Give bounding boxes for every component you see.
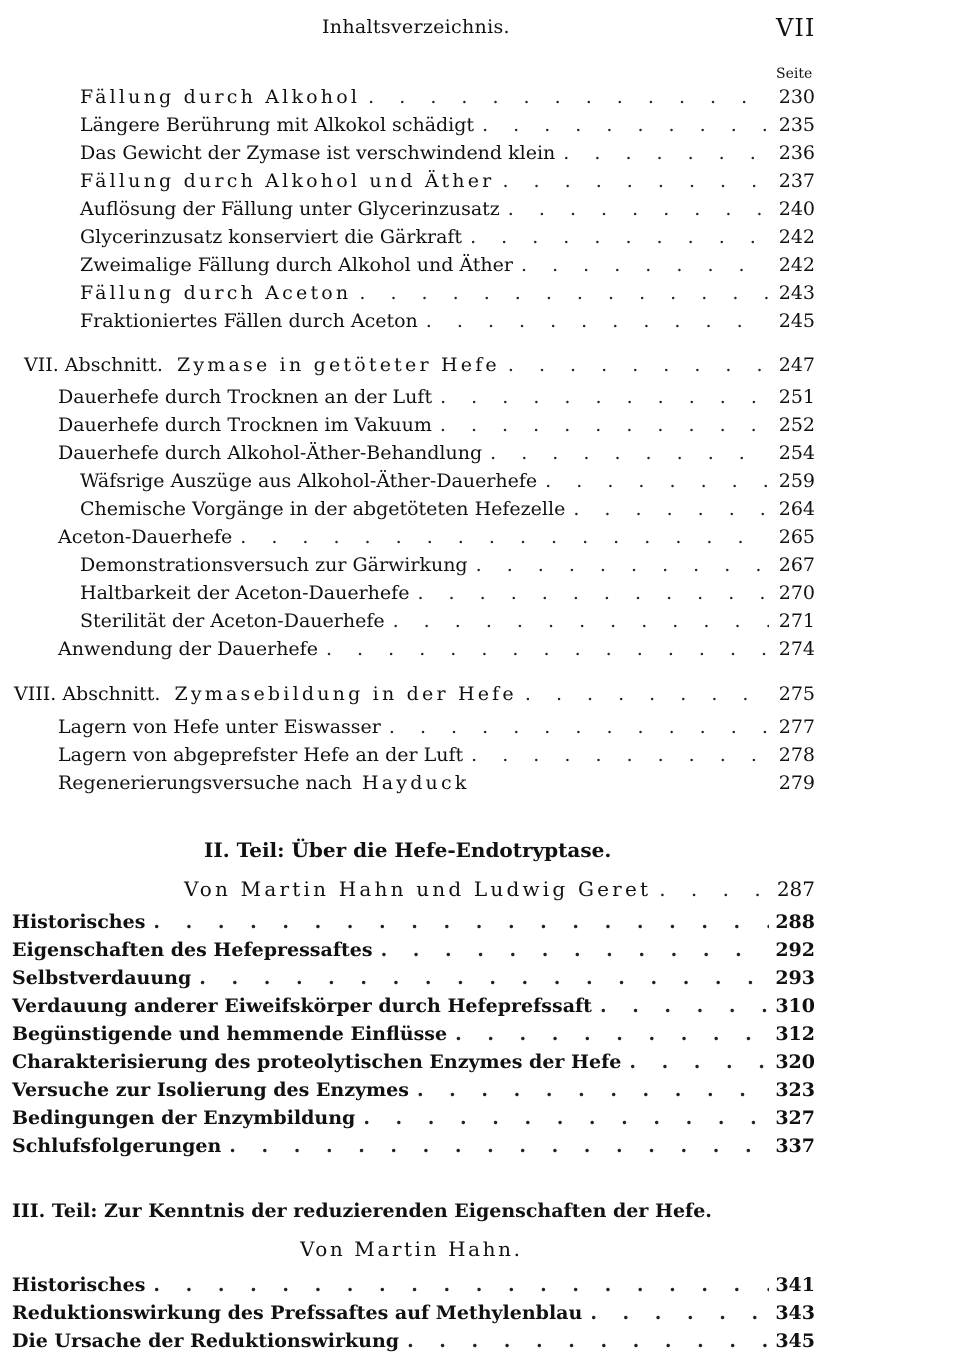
section-heading-vii[interactable] (24, 351, 815, 379)
toc-entry-page: 230 (778, 86, 815, 108)
leader-dots (418, 307, 769, 335)
toc-entry-label: Zweimalige Fällung durch Alkohol und Äther (80, 254, 513, 276)
leader-dots (351, 279, 769, 307)
leader-dots (409, 579, 769, 607)
toc-entry-page: 265 (778, 526, 815, 548)
toc-entry-label: Bedingungen der Enzymbildung (12, 1107, 356, 1129)
leader-dots (221, 1132, 769, 1160)
section-title: Zymasebildung in der Hefe (174, 683, 517, 705)
toc-entry-label: Aceton-Dauerhefe (58, 526, 233, 548)
leader-dots (555, 139, 769, 167)
leader-dots (592, 992, 769, 1020)
toc-entry-page: 278 (778, 744, 815, 766)
toc-entry-page: 259 (778, 470, 815, 492)
toc-entry-page: 240 (778, 198, 815, 220)
toc-entry-label: Glycerinzusatz konserviert die Gärkraft (80, 226, 463, 248)
leader-dots (191, 964, 769, 992)
toc-entry-page: 320 (775, 1051, 815, 1073)
toc-entry-label: Haltbarkeit der Aceton-Dauerhefe (80, 582, 410, 604)
toc-entry-label: Dauerhefe durch Trocknen an der Luft (58, 386, 433, 408)
leader-dots (360, 83, 769, 111)
toc-entry[interactable] (12, 1076, 815, 1104)
leader-dots (373, 936, 769, 964)
toc-entry-page: 267 (778, 554, 815, 576)
toc-entry-page: 337 (775, 1135, 815, 1157)
toc-entry-label: Auflösung der Fällung unter Glycerinzusatz (80, 198, 500, 220)
part-ii-author: Von Martin Hahn und Ludwig Geret (184, 877, 652, 901)
leader-dots (432, 383, 769, 411)
toc-entry-page: 243 (778, 282, 815, 304)
leader-dots (513, 251, 769, 279)
leader-dots (474, 111, 769, 139)
leader-dots (355, 1104, 769, 1132)
leader-dots (145, 1271, 769, 1299)
leader-dots (463, 741, 769, 769)
toc-entry[interactable] (80, 467, 815, 495)
toc-entry-label: Längere Berührung mit Alkokol schädigt (80, 114, 475, 136)
toc-entry-page: 251 (778, 386, 815, 408)
toc-entry[interactable] (58, 523, 815, 551)
leader-dots (494, 167, 769, 195)
toc-entry-label-spaced: Hayduck (361, 772, 470, 794)
leader-dots (432, 411, 769, 439)
running-title: Inhaltsverzeichnis. (322, 16, 510, 38)
toc-entry-page: 327 (775, 1107, 815, 1129)
toc-entry[interactable] (12, 936, 815, 964)
toc-entry[interactable] (58, 439, 815, 467)
toc-entry[interactable] (12, 1104, 815, 1132)
toc-entry[interactable] (58, 383, 815, 411)
leader-dots (385, 607, 769, 635)
toc-entry-label: Sterilität der Aceton-Dauerhefe (80, 610, 385, 632)
leader-dots (582, 1299, 769, 1327)
toc-entry-page: 274 (778, 638, 815, 660)
toc-entry-label: Anwendung der Dauerhefe (58, 638, 318, 660)
toc-entry[interactable] (12, 1048, 815, 1076)
section-page: 247 (778, 354, 815, 376)
section-prefix: VII. Abschnitt. (24, 354, 163, 376)
toc-entry-page: 277 (778, 716, 815, 738)
toc-entry[interactable] (12, 1271, 815, 1299)
toc-entry[interactable] (58, 411, 815, 439)
part-ii-author-line[interactable] (184, 875, 815, 903)
toc-entry[interactable] (80, 139, 815, 167)
toc-entry-page: 245 (778, 310, 815, 332)
leader-dots (500, 195, 769, 223)
toc-entry-page: 236 (778, 142, 815, 164)
leader-dots (409, 1076, 769, 1104)
toc-entry-label: Fraktioniertes Fällen durch Aceton (80, 310, 418, 332)
toc-entry-label: Charakterisierung des proteolytischen Enzymes der Hefe (12, 1051, 622, 1073)
toc-entry[interactable] (58, 741, 815, 769)
toc-entry[interactable] (80, 223, 815, 251)
toc-entry-page: 242 (778, 254, 815, 276)
toc-entry[interactable] (58, 713, 815, 741)
toc-entry-page: 270 (778, 582, 815, 604)
toc-entry[interactable] (12, 1132, 815, 1160)
toc-entry[interactable] (80, 495, 815, 523)
section-title: Zymase in getöteter Hefe (176, 354, 500, 376)
toc-entry-page: 235 (778, 114, 815, 136)
toc-entry-page: 323 (775, 1079, 815, 1101)
leader-dots (537, 467, 769, 495)
toc-entry-page: 254 (778, 442, 815, 464)
toc-entry-page: 293 (775, 967, 815, 989)
toc-entry[interactable] (80, 251, 815, 279)
toc-entry-label: Regenerierungsversuche nach (58, 772, 352, 794)
toc-entry[interactable] (80, 111, 815, 139)
leader-dots (651, 875, 769, 903)
toc-entry[interactable] (80, 307, 815, 335)
toc-entry-label: Begünstigende und hemmende Einflüsse (12, 1023, 448, 1045)
toc-entry[interactable] (12, 992, 815, 1020)
leader-dots (399, 1327, 769, 1355)
toc-entry-label: Historisches (12, 1274, 146, 1296)
toc-entry-label: Wäfsrige Auszüge aus Alkohol-Äther-Dauerhefe (80, 470, 538, 492)
part-ii-author-page: 287 (776, 877, 815, 901)
toc-entry[interactable] (12, 908, 815, 936)
leader-dots (482, 439, 769, 467)
toc-entry-page: 271 (778, 610, 815, 632)
toc-entry[interactable] (80, 551, 815, 579)
part-iii-author: Von Martin Hahn. (300, 1237, 523, 1261)
toc-entry[interactable] (58, 769, 815, 797)
part-ii-heading: II. Teil: Über die Hefe-Endotryptase. (204, 838, 612, 862)
page-number: VII (776, 14, 816, 42)
toc-entry-label: Dauerhefe durch Alkohol-Äther-Behandlung (58, 442, 483, 464)
toc-entry[interactable] (58, 635, 815, 663)
toc-entry-page: 264 (778, 498, 815, 520)
page-header (0, 14, 956, 44)
section-heading-viii[interactable] (14, 680, 815, 708)
toc-entry-page: 237 (778, 170, 815, 192)
leader-dots (565, 495, 769, 523)
toc-entry-label: Fällung durch Alkohol und Äther (80, 170, 495, 192)
toc-entry[interactable] (12, 964, 815, 992)
toc-entry-label: Das Gewicht der Zymase ist verschwindend klein (80, 142, 556, 164)
toc-entry-page: 292 (775, 939, 815, 961)
leader-dots (447, 1020, 769, 1048)
leader-dots (145, 908, 769, 936)
section-prefix: VIII. Abschnitt. (14, 683, 161, 705)
leader-dots (381, 713, 769, 741)
toc-entry[interactable] (12, 1327, 815, 1355)
toc-entry-label: Historisches (12, 911, 146, 933)
toc-entry-label: Schlufsfolgerungen (12, 1135, 222, 1157)
toc-entry-label: Lagern von Hefe unter Eiswasser (58, 716, 381, 738)
toc-entry[interactable] (80, 167, 815, 195)
toc-entry-page: 242 (778, 226, 815, 248)
toc-entry-page: 345 (775, 1330, 815, 1352)
toc-entry-page: 310 (775, 995, 815, 1017)
toc-entry-label: Fällung durch Aceton (80, 282, 352, 304)
toc-entry[interactable] (80, 579, 815, 607)
leader-dots (517, 680, 769, 708)
toc-entry-label: Demonstrationsversuch zur Gärwirkung (80, 554, 468, 576)
toc-entry-label: Eigenschaften des Hefepressaftes (12, 939, 373, 961)
toc-entry-label: Reduktionswirkung des Prefssaftes auf Methylenblau (12, 1302, 583, 1324)
part-iii-heading: III. Teil: Zur Kenntnis der reduzierenden Eigenschaften der Hefe. (12, 1200, 712, 1222)
toc-entry[interactable] (80, 607, 815, 635)
toc-entry-page: 288 (775, 911, 815, 933)
leader-dots (318, 635, 769, 663)
toc-entry-page: 312 (775, 1023, 815, 1045)
toc-entry[interactable] (80, 279, 815, 307)
toc-entry-label: Chemische Vorgänge in der abgetöteten Hefezelle (80, 498, 566, 520)
leader-dots (621, 1048, 769, 1076)
toc-entry-page: 279 (778, 772, 815, 794)
section-page: 275 (778, 683, 815, 705)
column-label-seite: Seite (776, 66, 813, 82)
leader-dots (462, 223, 769, 251)
toc-entry-page: 341 (775, 1274, 815, 1296)
toc-entry-page: 343 (775, 1302, 815, 1324)
toc-entry-label: Selbstverdauung (12, 967, 192, 989)
toc-entry-label: Fällung durch Alkohol (80, 86, 361, 108)
toc-entry[interactable] (12, 1020, 815, 1048)
leader-dots (468, 551, 769, 579)
toc-entry-label: Dauerhefe durch Trocknen im Vakuum (58, 414, 432, 436)
toc-entry-label: Lagern von abgeprefster Hefe an der Luft (58, 744, 464, 766)
toc-entry-page: 252 (778, 414, 815, 436)
toc-entry-label: Versuche zur Isolierung des Enzymes (12, 1079, 409, 1101)
toc-entry[interactable] (80, 83, 815, 111)
toc-entry[interactable] (12, 1299, 815, 1327)
toc-entry-label: Die Ursache der Reduktionswirkung (12, 1330, 400, 1352)
leader-dots (500, 351, 769, 379)
toc-entry[interactable] (80, 195, 815, 223)
toc-entry-label: Verdauung anderer Eiweifskörper durch Hefeprefssaft (12, 995, 592, 1017)
leader-dots (232, 523, 769, 551)
